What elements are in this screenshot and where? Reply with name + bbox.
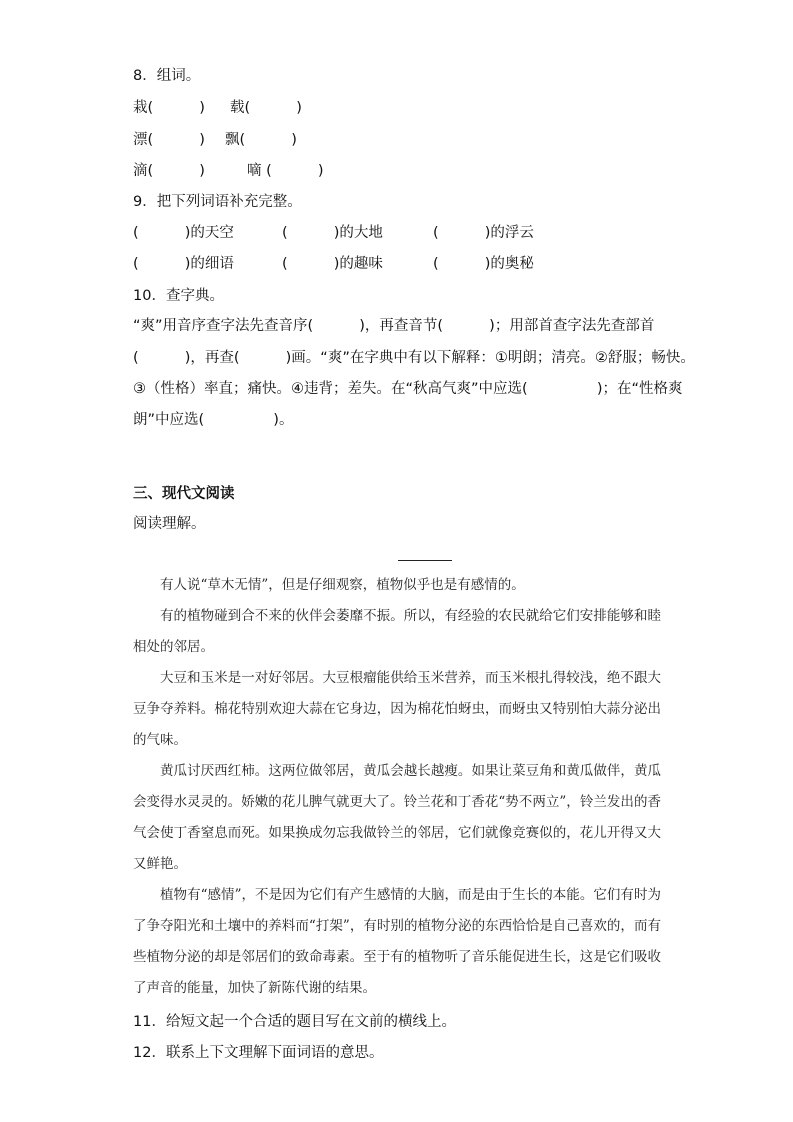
passage-paragraph-3: 大豆和玉米是一对好邻居。大豆根瘤能供给玉米营养，而玉米根扎得较浅，绝不跟大豆争夺养料。棉花特别欢迎大蒜在它身边，因为棉花怕蚜虫，而蚜虫又特别怕大蒜分泌出的气味。 [133, 670, 661, 748]
q9-title: 9．把下列词语补充完整。 [133, 194, 302, 210]
passage-paragraph-4: 黄瓜讨厌西红柿。这两位做邻居，黄瓜会越长越瘦。如果让菜豆角和黄瓜做伴，黄瓜会变得水灵灵的。娇嫩的花儿脾气就更大了。铃兰花和丁香花“势不两立”，铃兰发出的香气会使丁香窒息而死。如果换成勿忘我做铃兰的邻居，它们就像竞赛似的，花儿开得又大又鲜艳。 [133, 763, 661, 872]
section-heading: 三、现代文阅读 [133, 486, 235, 502]
q8-word-1: 栽( ) [133, 100, 205, 116]
q9-item-4: ( )的细语 [133, 256, 234, 272]
title-blank-line [398, 560, 452, 561]
q10-line-1: “爽”用音序查字法先查音序( )，再查音节( )；用部首查字法先查部首 [133, 318, 655, 334]
q10-title: 10．查字典。 [133, 288, 224, 304]
q10-line-2: ( )，再查( )画。“爽”在字典中有以下解释：①明朗；清亮。②舒服；畅快。 [133, 350, 695, 366]
q9-item-3: ( )的浮云 [433, 225, 534, 241]
q8-word-4: 飘( ) [225, 132, 297, 148]
passage-paragraph-1: 有人说“草木无情”，但是仔细观察，植物似乎也是有感情的。 [160, 577, 525, 593]
passage-paragraph-2: 有的植物碰到合不来的伙伴会萎靡不振。所以，有经验的农民就给它们安排能够和睦相处的邻居。 [133, 608, 661, 655]
passage-paragraph-5: 植物有“感情”，不是因为它们有产生感情的大脑，而是由于生长的本能。它们有时为了争夺阳光和土壤中的养料而“打架”，有时别的植物分泌的东西恰恰是自己喜欢的，而有些植物分泌的却是邻居们的致命毒素。至于有的植物听了音乐能促进生长，这是它们吸收了声音的能量，加快了新陈代谢的结果。 [133, 887, 661, 996]
q8-word-2: 载( ) [230, 100, 302, 116]
q9-item-2: ( )的大地 [282, 225, 383, 241]
q9-item-1: ( )的天空 [133, 225, 234, 241]
q12-text: 12．联系上下文理解下面词语的意思。 [133, 1045, 384, 1061]
q10-line-4: 朗”中应选( )。 [133, 412, 294, 428]
q8-title: 8．组词。 [133, 68, 201, 84]
q11-text: 11．给短文起一个合适的题目写在文前的横线上。 [133, 1014, 456, 1030]
reading-passage [133, 570, 661, 1004]
q8-word-3: 漂( ) [133, 132, 205, 148]
q10-line-3: ③（性格）率直；痛快。④违背；差失。在“秋高气爽”中应选( )；在“性格爽 [133, 381, 683, 397]
q8-word-5: 滴( ) [133, 163, 205, 179]
q9-item-5: ( )的趣味 [282, 256, 383, 272]
q9-item-6: ( )的奥秘 [433, 256, 534, 272]
q8-word-6: 嘀 ( ) [247, 163, 324, 179]
section-intro: 阅读理解。 [133, 516, 206, 532]
